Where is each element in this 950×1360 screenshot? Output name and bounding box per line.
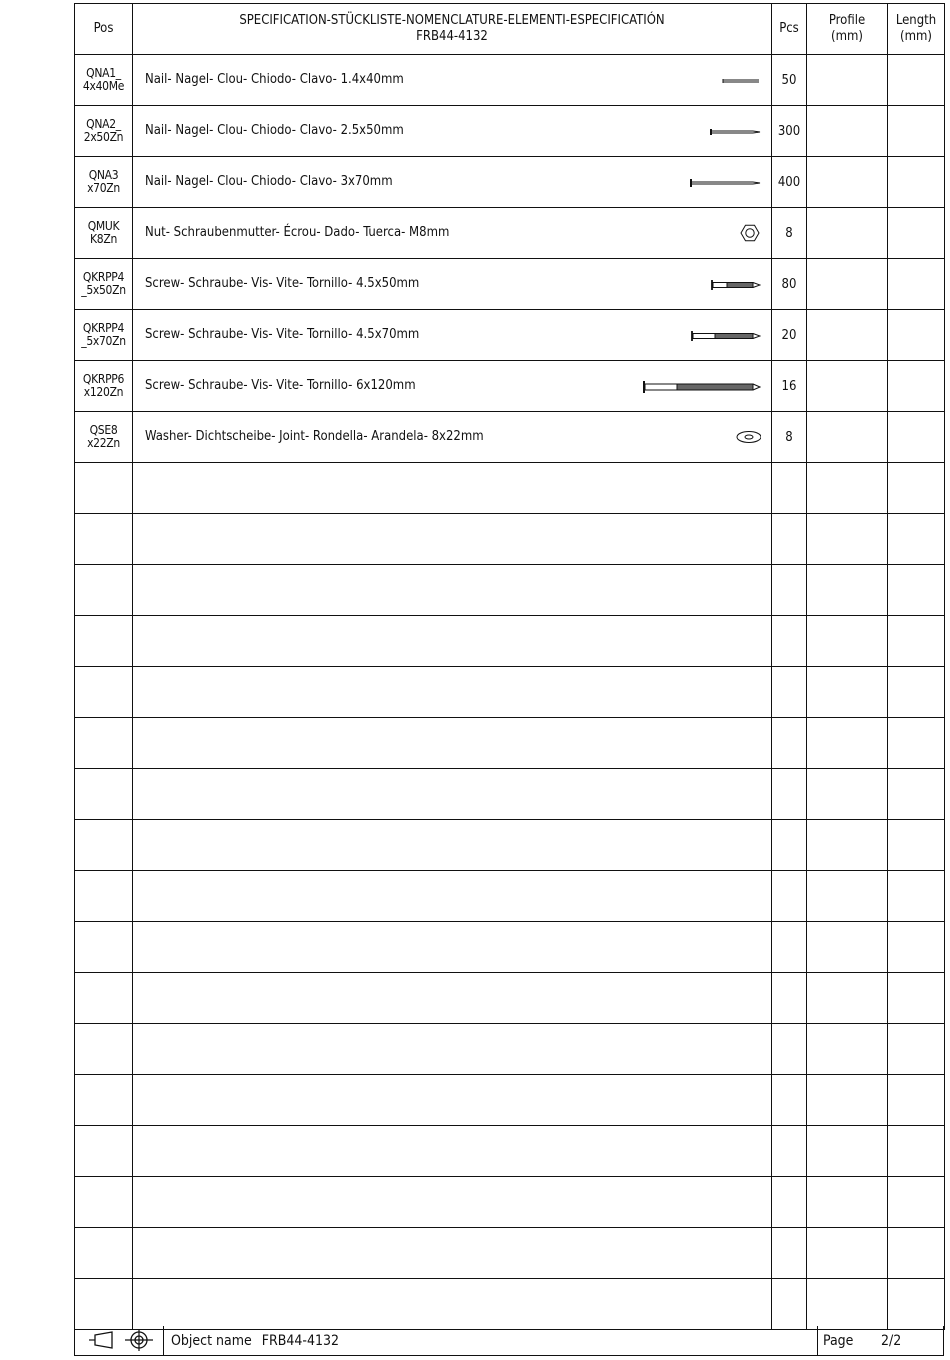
description-cell xyxy=(133,1075,772,1126)
length-cell xyxy=(888,1075,945,1126)
specification-body xyxy=(75,55,945,1330)
footer-divider xyxy=(817,1326,818,1355)
pos-code-line-2: x120Zn xyxy=(83,385,124,399)
pcs-cell xyxy=(772,1279,807,1330)
length-cell xyxy=(888,820,945,871)
page-label: Page xyxy=(823,1333,854,1349)
description-cell xyxy=(133,1126,772,1177)
description-cell xyxy=(133,616,772,667)
length-cell xyxy=(888,1126,945,1177)
pcs-cell: 8 xyxy=(772,412,807,463)
item-description: Washer- Dichtscheibe- Joint- Rondella- Arandela- 8x22mm xyxy=(145,429,484,444)
object-name-value: FRB44-4132 xyxy=(261,1333,340,1349)
pos-cell xyxy=(75,463,133,514)
screw-medium-icon xyxy=(631,325,761,345)
profile-unit: (mm) xyxy=(831,29,863,44)
pos-cell xyxy=(75,55,133,106)
pos-cell xyxy=(75,922,133,973)
empty-row xyxy=(75,718,945,769)
pos-code-line-1: QKRPP4 xyxy=(82,270,125,284)
description-cell xyxy=(133,55,772,106)
pcs-cell xyxy=(772,514,807,565)
pos-code-line-2: 2x50Zn xyxy=(83,130,124,144)
length-cell xyxy=(888,1177,945,1228)
item-description: Nail- Nagel- Clou- Chiodo- Clavo- 2.5x50mm xyxy=(145,123,404,138)
description-cell xyxy=(133,208,772,259)
empty-row xyxy=(75,1279,945,1330)
table-row xyxy=(75,106,945,157)
pos-cell xyxy=(75,565,133,616)
length-cell xyxy=(888,259,945,310)
empty-row xyxy=(75,616,945,667)
profile-cell xyxy=(807,1279,888,1330)
table-row xyxy=(75,412,945,463)
pos-cell xyxy=(75,1177,133,1228)
pcs-cell xyxy=(772,565,807,616)
title-block xyxy=(74,1326,944,1356)
length-cell xyxy=(888,769,945,820)
object-name-label: Object name xyxy=(171,1333,252,1349)
length-cell xyxy=(888,412,945,463)
empty-row xyxy=(75,667,945,718)
description-cell xyxy=(133,310,772,361)
profile-cell xyxy=(807,973,888,1024)
pcs-cell xyxy=(772,922,807,973)
pcs-cell: 50 xyxy=(772,55,807,106)
pos-cell xyxy=(75,820,133,871)
empty-row xyxy=(75,1024,945,1075)
profile-cell xyxy=(807,667,888,718)
description-cell xyxy=(133,973,772,1024)
description-cell xyxy=(133,514,772,565)
length-cell xyxy=(888,565,945,616)
table-row xyxy=(75,208,945,259)
empty-row xyxy=(75,1177,945,1228)
pos-code-line-2: _5x50Zn xyxy=(81,283,126,297)
profile-cell xyxy=(807,1126,888,1177)
profile-cell xyxy=(807,514,888,565)
pos-cell xyxy=(75,208,133,259)
description-cell xyxy=(133,106,772,157)
pcs-cell: 80 xyxy=(772,259,807,310)
profile-cell xyxy=(807,1024,888,1075)
profile-cell xyxy=(807,1075,888,1126)
title-line-2: FRB44-4132 xyxy=(416,29,488,44)
hex-nut-icon xyxy=(631,223,761,243)
empty-row xyxy=(75,1228,945,1279)
profile-cell xyxy=(807,565,888,616)
pos-cell xyxy=(75,1228,133,1279)
pos-cell xyxy=(75,769,133,820)
description-cell xyxy=(133,412,772,463)
description-cell xyxy=(133,463,772,514)
length-cell xyxy=(888,871,945,922)
pos-code-line-1: QKRPP6 xyxy=(82,372,125,386)
pos-cell xyxy=(75,310,133,361)
nail-small-icon xyxy=(631,70,761,90)
item-description: Nut- Schraubenmutter- Écrou- Dado- Tuerca- M8mm xyxy=(145,225,450,240)
screw-short-icon xyxy=(631,274,761,294)
description-cell xyxy=(133,157,772,208)
profile-cell xyxy=(807,1177,888,1228)
pos-code-line-1: QNA1_ xyxy=(86,66,121,80)
pos-cell xyxy=(75,1279,133,1330)
length-cell xyxy=(888,463,945,514)
pcs-cell: 8 xyxy=(772,208,807,259)
table-row xyxy=(75,157,945,208)
table-row xyxy=(75,310,945,361)
pcs-cell xyxy=(772,667,807,718)
pos-cell xyxy=(75,157,133,208)
pos-cell xyxy=(75,973,133,1024)
profile-cell xyxy=(807,106,888,157)
profile-cell xyxy=(807,871,888,922)
length-cell xyxy=(888,1024,945,1075)
first-angle-projection-icon xyxy=(75,1326,163,1355)
pos-code-line-2: 4x40Me xyxy=(82,79,125,93)
washer-icon xyxy=(631,427,761,447)
description-cell xyxy=(133,769,772,820)
table-row xyxy=(75,55,945,106)
profile-cell xyxy=(807,769,888,820)
pos-cell xyxy=(75,1075,133,1126)
pos-cell xyxy=(75,871,133,922)
description-cell xyxy=(133,922,772,973)
description-cell xyxy=(133,871,772,922)
pcs-cell xyxy=(772,871,807,922)
pos-code-line-2: _5x70Zn xyxy=(81,334,126,348)
pos-header: Pos xyxy=(75,4,133,55)
pos-cell xyxy=(75,667,133,718)
description-cell xyxy=(133,565,772,616)
length-cell xyxy=(888,1228,945,1279)
profile-cell xyxy=(807,820,888,871)
specification-table xyxy=(74,3,945,1330)
pcs-cell xyxy=(772,616,807,667)
length-cell xyxy=(888,973,945,1024)
object-name xyxy=(171,1333,339,1349)
pos-code-line-1: QNA2_ xyxy=(86,117,121,131)
pos-cell xyxy=(75,106,133,157)
profile-cell xyxy=(807,361,888,412)
pcs-cell xyxy=(772,1075,807,1126)
description-cell xyxy=(133,1024,772,1075)
pos-cell xyxy=(75,514,133,565)
description-cell xyxy=(133,1177,772,1228)
profile-header xyxy=(807,4,888,55)
profile-label: Profile xyxy=(828,13,866,28)
item-description: Nail- Nagel- Clou- Chiodo- Clavo- 3x70mm xyxy=(145,174,393,189)
title-line-1: SPECIFICATION-STÜCKLISTE-NOMENCLATURE-ELEMENTI-ESPECIFICATIÓN xyxy=(239,13,665,28)
pcs-cell: 400 xyxy=(772,157,807,208)
pos-cell xyxy=(75,616,133,667)
empty-row xyxy=(75,973,945,1024)
pos-code-line-1: QNA3 xyxy=(88,168,119,182)
description-cell xyxy=(133,667,772,718)
item-description: Screw- Schraube- Vis- Vite- Tornillo- 4.5x70mm xyxy=(145,327,420,342)
pcs-cell xyxy=(772,463,807,514)
empty-row xyxy=(75,820,945,871)
pos-code-line-2: x22Zn xyxy=(87,436,120,450)
projection-symbol-cell xyxy=(75,1326,164,1355)
length-cell xyxy=(888,616,945,667)
profile-cell xyxy=(807,259,888,310)
length-cell xyxy=(888,922,945,973)
description-cell xyxy=(133,361,772,412)
length-cell xyxy=(888,1279,945,1330)
profile-cell xyxy=(807,922,888,973)
profile-cell xyxy=(807,55,888,106)
pcs-cell xyxy=(772,769,807,820)
pcs-cell: 16 xyxy=(772,361,807,412)
nail-medium-icon xyxy=(631,121,761,141)
pos-code-line-1: QKRPP4 xyxy=(82,321,125,335)
empty-row xyxy=(75,514,945,565)
length-cell xyxy=(888,106,945,157)
profile-cell xyxy=(807,412,888,463)
pcs-cell: 300 xyxy=(772,106,807,157)
profile-cell xyxy=(807,463,888,514)
pos-code-line-2: K8Zn xyxy=(90,232,117,246)
empty-row xyxy=(75,769,945,820)
empty-row xyxy=(75,463,945,514)
pos-cell xyxy=(75,259,133,310)
table-row xyxy=(75,361,945,412)
profile-cell xyxy=(807,157,888,208)
description-cell xyxy=(133,259,772,310)
length-label: Length xyxy=(895,13,937,28)
length-cell xyxy=(888,208,945,259)
pos-code-line-1: QMUK xyxy=(87,219,120,233)
pos-cell xyxy=(75,412,133,463)
pcs-cell: 20 xyxy=(772,310,807,361)
empty-row xyxy=(75,565,945,616)
pcs-cell xyxy=(772,1228,807,1279)
page-number: 2/2 xyxy=(881,1333,902,1349)
pcs-cell xyxy=(772,820,807,871)
pos-code-line-1: QSE8 xyxy=(89,423,118,437)
length-cell xyxy=(888,310,945,361)
item-description: Screw- Schraube- Vis- Vite- Tornillo- 4.5x50mm xyxy=(145,276,420,291)
profile-cell xyxy=(807,616,888,667)
pos-cell xyxy=(75,361,133,412)
length-cell xyxy=(888,718,945,769)
description-cell xyxy=(133,1228,772,1279)
title-header xyxy=(133,4,772,55)
empty-row xyxy=(75,1075,945,1126)
description-cell xyxy=(133,820,772,871)
length-cell xyxy=(888,55,945,106)
empty-row xyxy=(75,871,945,922)
screw-long-icon xyxy=(631,376,761,396)
length-unit: (mm) xyxy=(900,29,932,44)
pos-cell xyxy=(75,1024,133,1075)
empty-row xyxy=(75,1126,945,1177)
pcs-cell xyxy=(772,973,807,1024)
pos-cell xyxy=(75,718,133,769)
nail-large-icon xyxy=(631,172,761,192)
specification-sheet xyxy=(74,3,944,1357)
empty-row xyxy=(75,922,945,973)
pcs-cell xyxy=(772,718,807,769)
item-description: Screw- Schraube- Vis- Vite- Tornillo- 6x120mm xyxy=(145,378,416,393)
table-row xyxy=(75,259,945,310)
pcs-cell xyxy=(772,1024,807,1075)
pcs-cell xyxy=(772,1177,807,1228)
pcs-cell xyxy=(772,1126,807,1177)
length-cell xyxy=(888,514,945,565)
pos-code-line-2: x70Zn xyxy=(87,181,120,195)
item-description: Nail- Nagel- Clou- Chiodo- Clavo- 1.4x40mm xyxy=(145,72,404,87)
description-cell xyxy=(133,1279,772,1330)
header-row xyxy=(75,4,945,55)
pcs-header: Pcs xyxy=(772,4,807,55)
length-cell xyxy=(888,361,945,412)
pos-cell xyxy=(75,1126,133,1177)
profile-cell xyxy=(807,718,888,769)
profile-cell xyxy=(807,208,888,259)
profile-cell xyxy=(807,310,888,361)
length-cell xyxy=(888,157,945,208)
description-cell xyxy=(133,718,772,769)
profile-cell xyxy=(807,1228,888,1279)
length-header xyxy=(888,4,945,55)
length-cell xyxy=(888,667,945,718)
